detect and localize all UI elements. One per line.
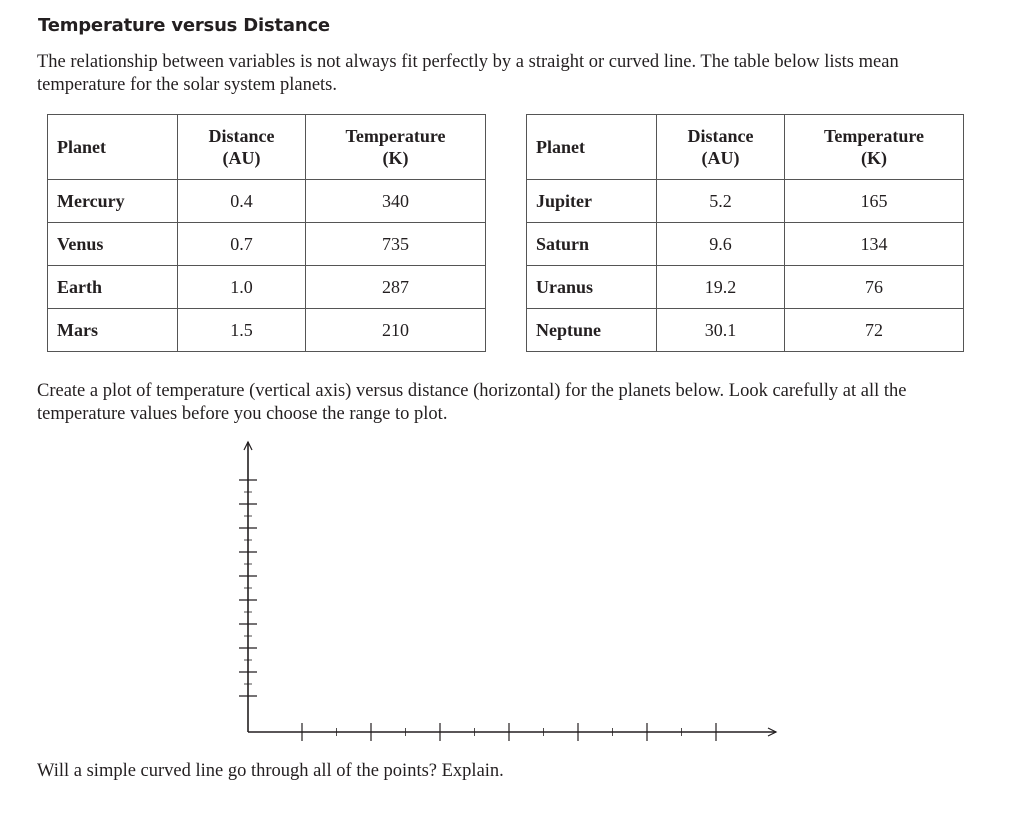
planet-temperature: 134 bbox=[785, 223, 964, 266]
planet-temperature: 735 bbox=[306, 223, 486, 266]
planet-name: Saturn bbox=[527, 223, 657, 266]
plot-instruction: Create a plot of temperature (vertical axis) versus distance (horizontal) for the planets below. Look carefully at all the temperature values before you choose the range to plot. bbox=[37, 381, 907, 424]
planet-table-right bbox=[526, 114, 964, 352]
header-planet: Planet bbox=[48, 115, 178, 180]
question-text: Will a simple curved line go through all of the points? Explain. bbox=[37, 761, 504, 781]
planet-name: Venus bbox=[48, 223, 178, 266]
planet-temperature: 287 bbox=[306, 266, 486, 309]
header-temperature bbox=[785, 115, 964, 180]
header-distance-unit: (AU) bbox=[701, 148, 740, 168]
table-header-row bbox=[527, 115, 964, 180]
header-temperature-label: Temperature bbox=[345, 126, 446, 146]
planet-name: Neptune bbox=[527, 309, 657, 352]
planet-distance: 1.0 bbox=[178, 266, 306, 309]
planet-distance: 1.5 bbox=[178, 309, 306, 352]
table-row bbox=[48, 180, 486, 223]
header-distance bbox=[178, 115, 306, 180]
table-row bbox=[527, 309, 964, 352]
table-row bbox=[527, 266, 964, 309]
planet-temperature: 72 bbox=[785, 309, 964, 352]
planet-table-left bbox=[47, 114, 486, 352]
planet-distance: 30.1 bbox=[657, 309, 785, 352]
blank-graph bbox=[220, 438, 790, 748]
table-row bbox=[48, 266, 486, 309]
planet-name: Uranus bbox=[527, 266, 657, 309]
planet-name: Mars bbox=[48, 309, 178, 352]
planet-temperature: 340 bbox=[306, 180, 486, 223]
planet-temperature: 76 bbox=[785, 266, 964, 309]
header-temperature-label: Temperature bbox=[824, 126, 924, 146]
planet-distance: 5.2 bbox=[657, 180, 785, 223]
planet-name: Earth bbox=[48, 266, 178, 309]
header-distance-label: Distance bbox=[687, 126, 754, 146]
planet-name: Mercury bbox=[48, 180, 178, 223]
header-planet: Planet bbox=[527, 115, 657, 180]
header-temperature-unit: (K) bbox=[861, 148, 887, 168]
table-row bbox=[48, 223, 486, 266]
table-row bbox=[48, 309, 486, 352]
planet-distance: 19.2 bbox=[657, 266, 785, 309]
header-distance bbox=[657, 115, 785, 180]
planet-distance: 0.4 bbox=[178, 180, 306, 223]
table-header-row bbox=[48, 115, 486, 180]
header-temperature-unit: (K) bbox=[382, 148, 409, 168]
intro-paragraph: The relationship between variables is not always fit perfectly by a straight or curved line. The table below lists mean temperature for the solar system planets. bbox=[37, 52, 899, 95]
table-row bbox=[527, 180, 964, 223]
planet-name: Jupiter bbox=[527, 180, 657, 223]
header-distance-unit: (AU) bbox=[222, 148, 261, 168]
page-title: Temperature versus Distance bbox=[38, 15, 330, 36]
header-temperature bbox=[306, 115, 486, 180]
planet-temperature: 165 bbox=[785, 180, 964, 223]
planet-distance: 0.7 bbox=[178, 223, 306, 266]
table-row bbox=[527, 223, 964, 266]
planet-temperature: 210 bbox=[306, 309, 486, 352]
header-distance-label: Distance bbox=[208, 126, 275, 146]
planet-distance: 9.6 bbox=[657, 223, 785, 266]
